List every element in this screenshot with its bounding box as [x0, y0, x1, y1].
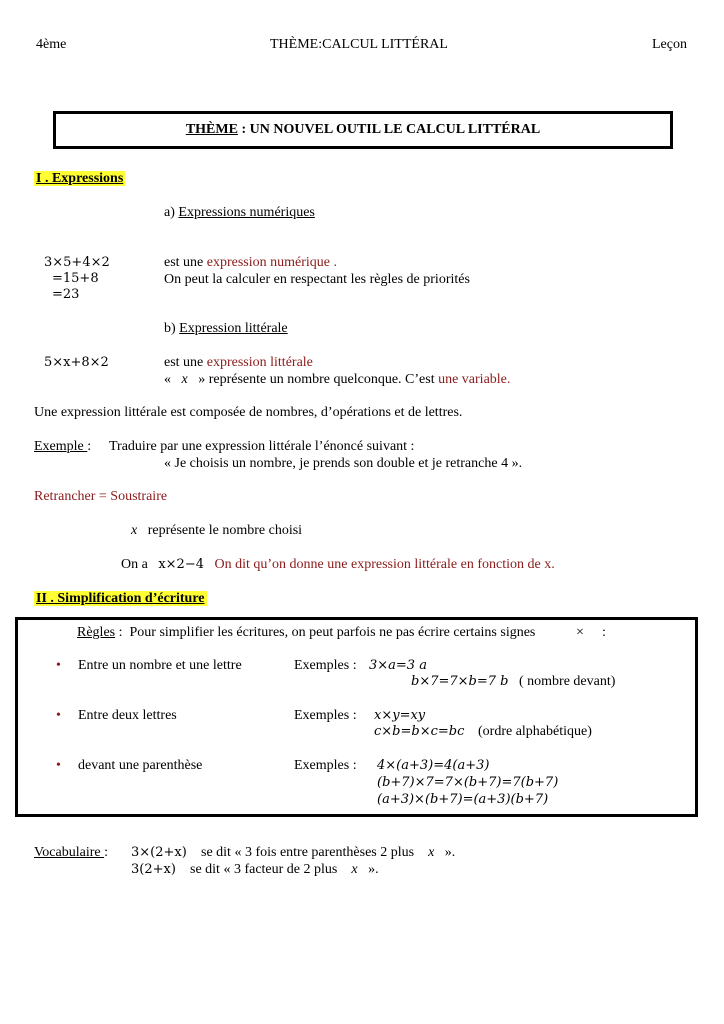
- subsection-a: a) Expressions numériques: [164, 205, 315, 220]
- item3-ex1: 4×(a+3)=4(a+3): [377, 758, 490, 773]
- vocab-line1-text: se dit « 3 fois entre parenthèses 2 plus x ».: [201, 845, 456, 860]
- num-expr-line3: =23: [52, 287, 80, 302]
- title-sep: :: [237, 122, 250, 137]
- rules-end: :: [602, 625, 606, 640]
- title-box: [53, 111, 673, 149]
- bullet-2: •: [56, 708, 61, 723]
- vocab-line1-expr: 3×(2+x): [131, 845, 187, 860]
- num-desc-line1: est une expression numérique .: [164, 255, 338, 270]
- bullet-3: •: [56, 758, 61, 773]
- item2-note: (ordre alphabétique): [478, 724, 592, 739]
- subsection-b-title: Expression littérale: [179, 321, 288, 336]
- subsection-b: b) Expression littérale: [164, 321, 288, 336]
- definition: Une expression littérale est composée de nombres, d’opérations et de lettres.: [34, 405, 463, 420]
- vocab-line2-text: se dit « 3 facteur de 2 plus x ».: [190, 862, 379, 877]
- item3-ex-label: Exemples :: [294, 758, 357, 773]
- item1-ex2: b×7=7×b=7 b: [411, 674, 509, 689]
- lit-expr: 5×x+8×2: [44, 355, 109, 370]
- example-label: Exemple :: [34, 439, 92, 454]
- item2-ex-label: Exemples :: [294, 708, 357, 723]
- num-expr-line2: =15+8: [52, 271, 99, 286]
- item1-label: Entre un nombre et une lettre: [78, 658, 242, 673]
- title-text: UN NOUVEL OUTIL LE CALCUL LITTÉRAL: [249, 122, 541, 137]
- item1-ex-label: Exemples :: [294, 658, 357, 673]
- item2-label: Entre deux lettres: [78, 708, 177, 723]
- section2-heading: II . Simplification d’écriture: [36, 591, 205, 606]
- num-expr-line1: 3×5+4×2: [44, 255, 110, 270]
- title-prefix: THÈME: [185, 122, 238, 137]
- example-text: Traduire par une expression littérale l’énoncé suivant :: [109, 439, 415, 454]
- num-desc-line2: On peut la calculer en respectant les règles de priorités: [164, 272, 470, 287]
- on-a-line: On a x×2−4 On dit qu’on donne une expression littérale en fonction de x.: [121, 557, 555, 572]
- item3-ex2: (b+7)×7=7×(b+7)=7(b+7): [377, 775, 559, 790]
- lit-desc-line1: est une expression littérale: [164, 355, 313, 370]
- bullet-1: •: [56, 658, 61, 673]
- subsection-a-title: Expressions numériques: [178, 205, 315, 220]
- rules-sign: ×: [576, 625, 584, 640]
- header-type: Leçon: [652, 37, 687, 52]
- section1-heading: I . Expressions: [36, 171, 124, 186]
- header-level: 4ème: [36, 37, 67, 52]
- item1-ex1: 3×a=3 a: [369, 658, 427, 673]
- vocab-label: Vocabulaire :: [34, 845, 108, 860]
- example-quote: « Je choisis un nombre, je prends son double et je retranche 4 ».: [164, 456, 523, 471]
- header-theme: THÈME:CALCUL LITTÉRAL: [270, 37, 448, 52]
- item2-ex2: c×b=b×c=bc: [374, 724, 465, 739]
- vocab-line2-expr: 3(2+x): [131, 862, 176, 877]
- item3-label: devant une parenthèse: [78, 758, 203, 773]
- item2-ex1: x×y=xy: [374, 708, 426, 723]
- rules-line: Règles : Pour simplifier les écritures, on peut parfois ne pas écrire certains signes: [77, 625, 536, 640]
- retrancher-note: Retrancher = Soustraire: [34, 489, 168, 504]
- item3-ex3: (a+3)×(b+7)=(a+3)(b+7): [377, 792, 549, 807]
- x-variable-line: x représente le nombre choisi: [131, 523, 303, 538]
- item1-note: ( nombre devant): [519, 674, 616, 689]
- lit-desc-line2: « x » représente un nombre quelconque. C’est une variable.: [164, 372, 511, 387]
